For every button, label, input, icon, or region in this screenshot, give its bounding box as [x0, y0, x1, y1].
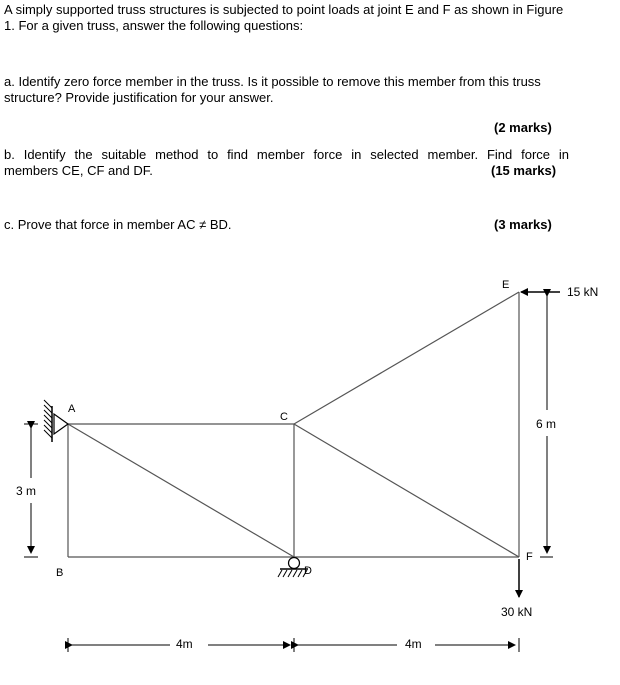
- joint-label-C: C: [280, 411, 288, 423]
- joint-label-D: D: [304, 565, 312, 577]
- load-label-E: 15 kN: [567, 285, 599, 299]
- part-c-text: c. Prove that force in member AC ≠ BD.: [4, 217, 232, 232]
- load-label-F: 30 kN: [501, 605, 533, 619]
- dimension-label-span-right: 4m: [405, 637, 422, 651]
- dimension-label-6m: 6 m: [536, 417, 557, 431]
- part-c-marks: (3 marks): [494, 217, 552, 232]
- part-b-line2: members CE, CF and DF.: [4, 163, 153, 178]
- question-intro: A simply supported truss structures is subjected to point loads at joint E and F as shown in Figure 1. For a given truss, answer the following questions:: [4, 2, 564, 33]
- joint-label-F: F: [526, 551, 533, 563]
- truss-members: [68, 292, 519, 557]
- member-CF: [294, 424, 519, 557]
- dimension-label-span-left: 4m: [176, 637, 193, 651]
- member-CE: [294, 292, 519, 424]
- pin-support-A: [44, 400, 68, 442]
- joint-label-A: A: [68, 403, 76, 415]
- joint-label-E: E: [502, 279, 510, 291]
- part-b-line1: b. Identify the suitable method to find member force in selected member. Find force in: [4, 147, 569, 162]
- joint-label-B: B: [56, 567, 64, 579]
- part-a-text: a. Identify zero force member in the truss. Is it possible to remove this member from this truss structure? Provide justification for your answer.: [4, 74, 541, 105]
- part-b-marks: (15 marks): [491, 163, 557, 178]
- part-a-marks: (2 marks): [494, 120, 552, 135]
- dimension-label-3m: 3 m: [16, 484, 37, 498]
- member-AD: [68, 424, 294, 557]
